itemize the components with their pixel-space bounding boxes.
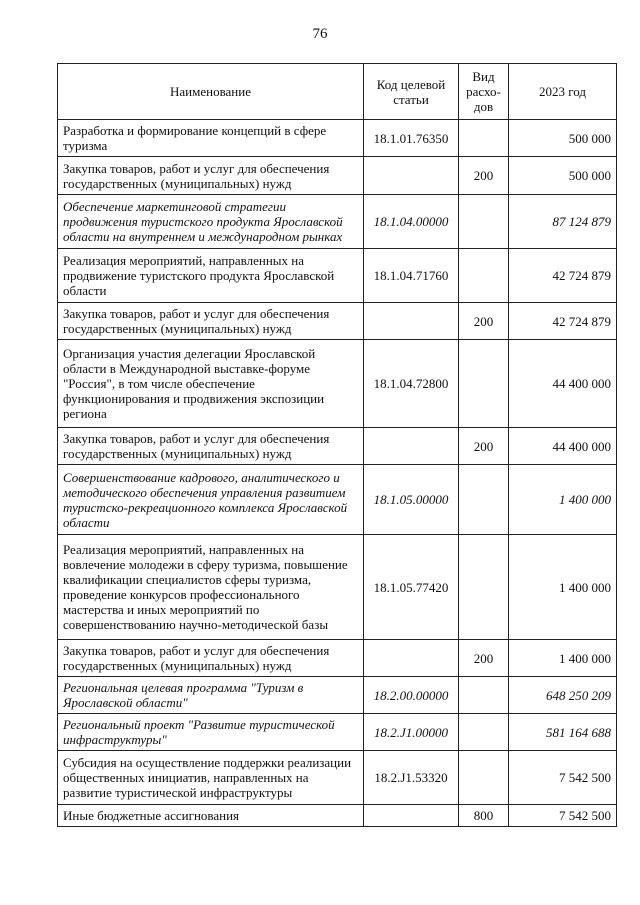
cell-type: 200	[459, 428, 509, 465]
cell-name: Реализация мероприятий, направленных на продвижение туристского продукта Ярославской области	[58, 249, 364, 303]
table-row	[58, 805, 617, 827]
cell-amount: 42 724 879	[509, 303, 617, 340]
cell-amount: 44 400 000	[509, 340, 617, 428]
cell-amount: 1 400 000	[509, 465, 617, 535]
cell-type	[459, 465, 509, 535]
cell-code: 18.2.00.00000	[364, 677, 459, 714]
cell-name: Реализация мероприятий, направленных на вовлечение молодежи в сферу туризма, повышение квалификации специалистов сферы туризма, проведение конкурсов профессионального мастерства и иных мероприятий по совершенствованию научно-методической базы	[58, 535, 364, 640]
cell-code: 18.1.04.71760	[364, 249, 459, 303]
cell-amount: 1 400 000	[509, 640, 617, 677]
cell-code	[364, 640, 459, 677]
cell-amount: 500 000	[509, 120, 617, 157]
budget-table	[57, 63, 617, 827]
table-row	[58, 303, 617, 340]
cell-type	[459, 195, 509, 249]
cell-code: 18.1.05.77420	[364, 535, 459, 640]
table-row	[58, 714, 617, 751]
cell-code: 18.1.04.00000	[364, 195, 459, 249]
cell-name: Субсидия на осуществление поддержки реализации общественных инициатив, направленных на развитие туристической инфраструктуры	[58, 751, 364, 805]
header-year: 2023 год	[509, 64, 617, 120]
cell-name: Совершенствование кадрового, аналитического и методического обеспечения управления развитием туристско-рекреационного комплекса Ярославской области	[58, 465, 364, 535]
cell-name: Закупка товаров, работ и услуг для обеспечения государственных (муниципальных) нужд	[58, 428, 364, 465]
table-row	[58, 120, 617, 157]
table-row	[58, 751, 617, 805]
cell-name: Обеспечение маркетинговой стратегии продвижения туристского продукта Ярославской области на внутреннем и международном рынках	[58, 195, 364, 249]
cell-name: Иные бюджетные ассигнования	[58, 805, 364, 827]
cell-name: Закупка товаров, работ и услуг для обеспечения государственных (муниципальных) нужд	[58, 303, 364, 340]
cell-amount: 87 124 879	[509, 195, 617, 249]
cell-type: 800	[459, 805, 509, 827]
table-row	[58, 677, 617, 714]
cell-amount: 42 724 879	[509, 249, 617, 303]
cell-type	[459, 535, 509, 640]
header-code: Код целевой статьи	[364, 64, 459, 120]
cell-type	[459, 714, 509, 751]
cell-type	[459, 677, 509, 714]
cell-type	[459, 340, 509, 428]
table-row	[58, 195, 617, 249]
cell-code: 18.1.05.00000	[364, 465, 459, 535]
cell-code: 18.2.J1.53320	[364, 751, 459, 805]
header-row	[58, 64, 617, 120]
table-row	[58, 465, 617, 535]
table-row	[58, 428, 617, 465]
page-number: 76	[312, 26, 328, 42]
cell-code: 18.2.J1.00000	[364, 714, 459, 751]
cell-type: 200	[459, 303, 509, 340]
cell-type	[459, 751, 509, 805]
cell-code	[364, 428, 459, 465]
cell-code	[364, 805, 459, 827]
cell-amount: 581 164 688	[509, 714, 617, 751]
cell-type	[459, 249, 509, 303]
header-type: Вид расхо-дов	[459, 64, 509, 120]
cell-type	[459, 120, 509, 157]
cell-name: Региональная целевая программа "Туризм в Ярославской области"	[58, 677, 364, 714]
table-row	[58, 249, 617, 303]
cell-code	[364, 157, 459, 195]
cell-amount: 1 400 000	[509, 535, 617, 640]
cell-code: 18.1.01.76350	[364, 120, 459, 157]
cell-type: 200	[459, 640, 509, 677]
cell-code	[364, 303, 459, 340]
cell-name: Закупка товаров, работ и услуг для обеспечения государственных (муниципальных) нужд	[58, 157, 364, 195]
cell-amount: 648 250 209	[509, 677, 617, 714]
cell-name: Разработка и формирование концепций в сфере туризма	[58, 120, 364, 157]
cell-name: Закупка товаров, работ и услуг для обеспечения государственных (муниципальных) нужд	[58, 640, 364, 677]
cell-name: Региональный проект "Развитие туристической инфраструктуры"	[58, 714, 364, 751]
cell-amount: 7 542 500	[509, 751, 617, 805]
header-name: Наименование	[58, 64, 364, 120]
table-row	[58, 157, 617, 195]
cell-code: 18.1.04.72800	[364, 340, 459, 428]
table-row	[58, 535, 617, 640]
cell-amount: 7 542 500	[509, 805, 617, 827]
cell-type: 200	[459, 157, 509, 195]
table-row	[58, 640, 617, 677]
cell-amount: 44 400 000	[509, 428, 617, 465]
cell-amount: 500 000	[509, 157, 617, 195]
cell-name: Организация участия делегации Ярославской области в Международной выставке-форуме "Россия", в том числе обеспечение функционирования и продвижения экспозиции региона	[58, 340, 364, 428]
table-row	[58, 340, 617, 428]
